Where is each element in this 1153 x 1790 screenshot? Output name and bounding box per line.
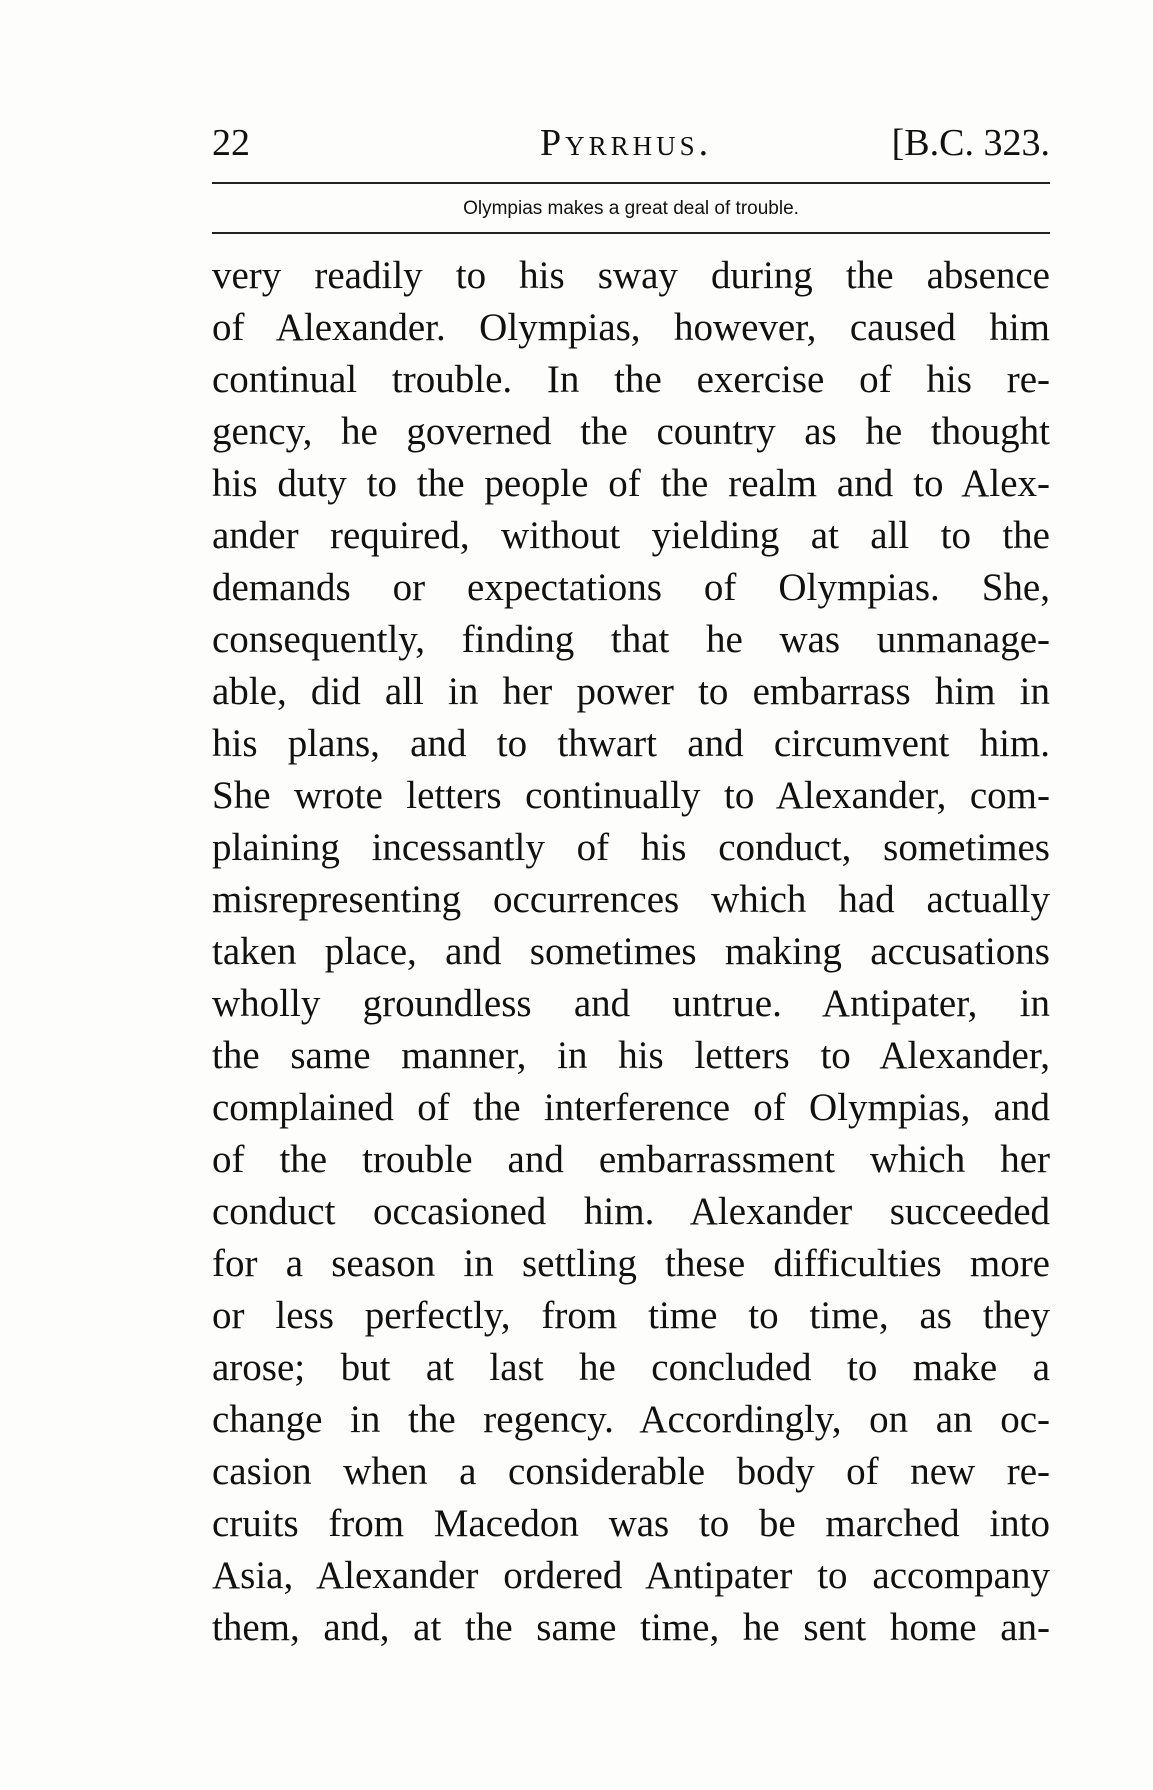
- text-line: continual trouble. In the exercise of his re-: [212, 358, 1050, 401]
- text-line: demands or expectations of Olympias. She,: [212, 566, 1050, 609]
- page-number: 22: [212, 122, 250, 164]
- text-line: his duty to the people of the realm and to Alex-: [212, 462, 1050, 505]
- text-line: consequently, finding that he was unmanage-: [212, 618, 1050, 661]
- book-title: Pyrrhus.: [540, 122, 713, 164]
- text-line: very readily to his sway during the absence: [212, 254, 1050, 297]
- date-reference: [B.C. 323.: [891, 122, 1050, 164]
- running-head: [212, 118, 1050, 168]
- text-line: arose; but at last he concluded to make a: [212, 1346, 1050, 1389]
- text-line: wholly groundless and untrue. Antipater, in: [212, 982, 1050, 1025]
- header-rule-bottom: [212, 232, 1050, 234]
- text-line: gency, he governed the country as he thought: [212, 410, 1050, 453]
- header-rule-top: [212, 182, 1050, 184]
- text-line: ander required, without yielding at all to the: [212, 514, 1050, 557]
- text-line: of Alexander. Olympias, however, caused him: [212, 306, 1050, 349]
- text-line: change in the regency. Accordingly, on an oc-: [212, 1398, 1050, 1441]
- text-line: for a season in settling these difficulties more: [212, 1242, 1050, 1285]
- text-line: misrepresenting occurrences which had actually: [212, 878, 1050, 921]
- text-line: casion when a considerable body of new re-: [212, 1450, 1050, 1493]
- body-text: [212, 250, 1050, 1654]
- text-line: or less perfectly, from time to time, as they: [212, 1294, 1050, 1337]
- text-line: cruits from Macedon was to be marched into: [212, 1502, 1050, 1545]
- text-line: able, did all in her power to embarrass him in: [212, 670, 1050, 713]
- text-line: conduct occasioned him. Alexander succeeded: [212, 1190, 1050, 1233]
- text-line: She wrote letters continually to Alexander, com-: [212, 774, 1050, 817]
- text-line: them, and, at the same time, he sent home an-: [212, 1606, 1050, 1649]
- text-line: his plans, and to thwart and circumvent him.: [212, 722, 1050, 765]
- text-line: of the trouble and embarrassment which her: [212, 1138, 1050, 1181]
- text-line: taken place, and sometimes making accusations: [212, 930, 1050, 973]
- text-line: plaining incessantly of his conduct, sometimes: [212, 826, 1050, 869]
- text-line: complained of the interference of Olympias, and: [212, 1086, 1050, 1129]
- side-heading: Olympias makes a great deal of trouble.: [463, 198, 799, 219]
- text-line: Asia, Alexander ordered Antipater to accompany: [212, 1554, 1050, 1597]
- text-line: the same manner, in his letters to Alexander,: [212, 1034, 1050, 1077]
